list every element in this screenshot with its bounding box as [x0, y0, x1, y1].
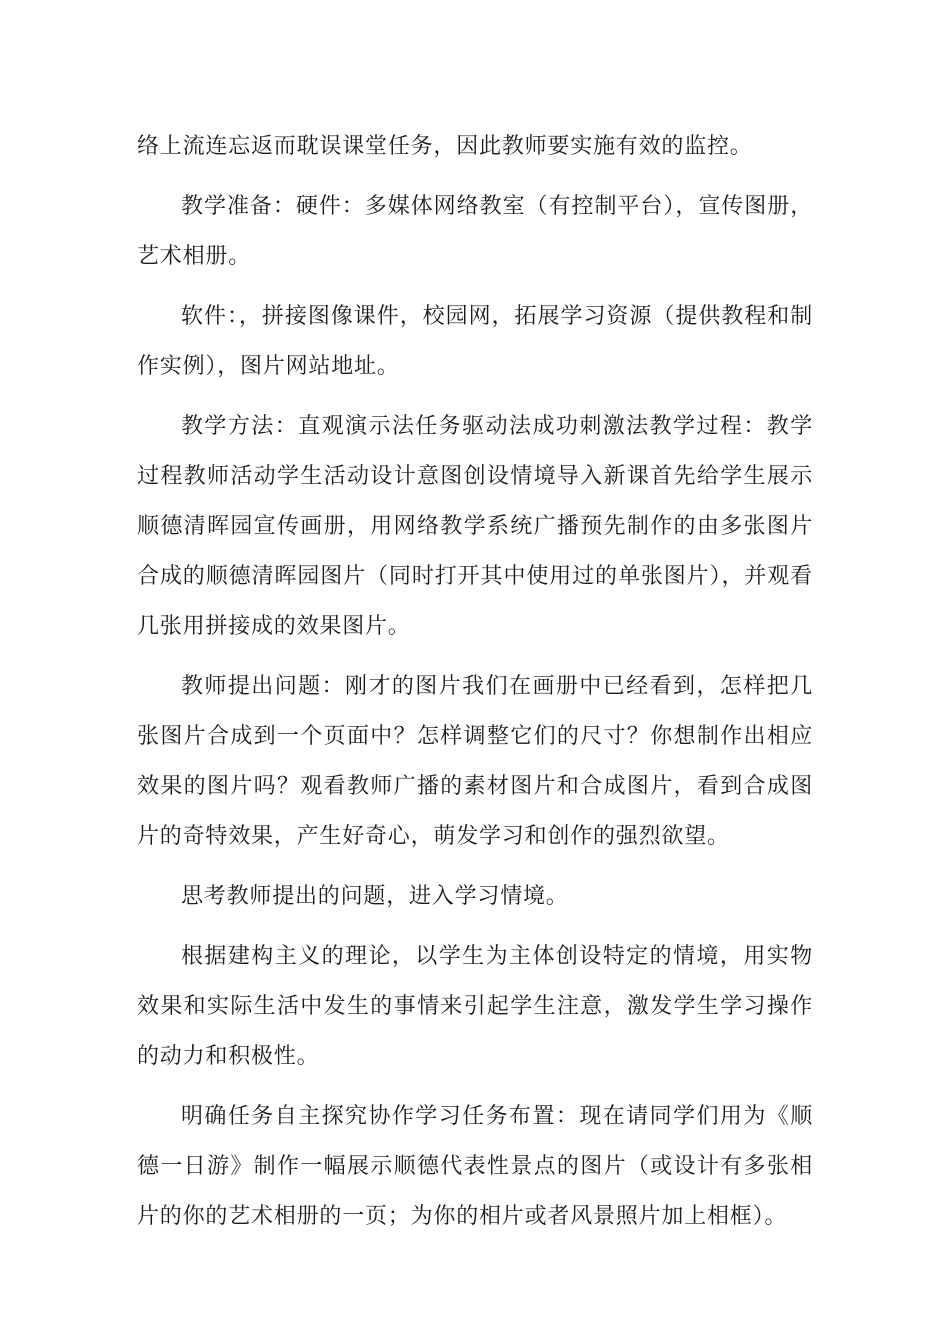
paragraph-teaching-preparation: 教学准备：硬件：多媒体网络教室（有控制平台），宣传图册，艺术相册。 — [137, 194, 813, 269]
paragraph-software: 软件：，拼接图像课件，校园网，拓展学习资源（提供教程和制作实例），图片网站地址。 — [137, 304, 813, 379]
paragraph-teaching-method: 教学方法：直观演示法任务驱动法成功刺激法教学过程：教学过程教师活动学生活动设计意图创设情境导入新课首先给学生展示顺德清晖园宣传画册，用网络教学系统广播预先制作的由多张图片合成的顺德清晖园图片（同时打开其中使用过的单张图片），并观看几张用拼接成的效果图片。 — [137, 414, 813, 639]
paragraph-task-assignment: 明确任务自主探究协作学习任务布置：现在请同学们用为《顺德一日游》制作一幅展示顺德代表性景点的图片（或设计有多张相片的你的艺术相册的一页；为你的相片或者风景照片加上相框）。 — [137, 1104, 813, 1229]
paragraph-continuation: 络上流连忘返而耽误课堂任务，因此教师要实施有效的监控。 — [137, 134, 753, 159]
paragraph-teacher-question: 教师提出问题：刚才的图片我们在画册中已经看到，怎样把几张图片合成到一个页面中？怎样调整它们的尺寸？你想制作出相应效果的图片吗？观看教师广播的素材图片和合成图片，看到合成图片的奇特效果，产生好奇心，萌发学习和创作的强烈欲望。 — [137, 674, 813, 849]
paragraph-student-thinking: 思考教师提出的问题，进入学习情境。 — [181, 884, 569, 909]
paragraph-constructivism: 根据建构主义的理论，以学生为主体创设特定的情境，用实物效果和实际生活中发生的事情来引起学生注意，激发学生学习操作的动力和积极性。 — [137, 944, 813, 1069]
document-body — [137, 122, 813, 1252]
